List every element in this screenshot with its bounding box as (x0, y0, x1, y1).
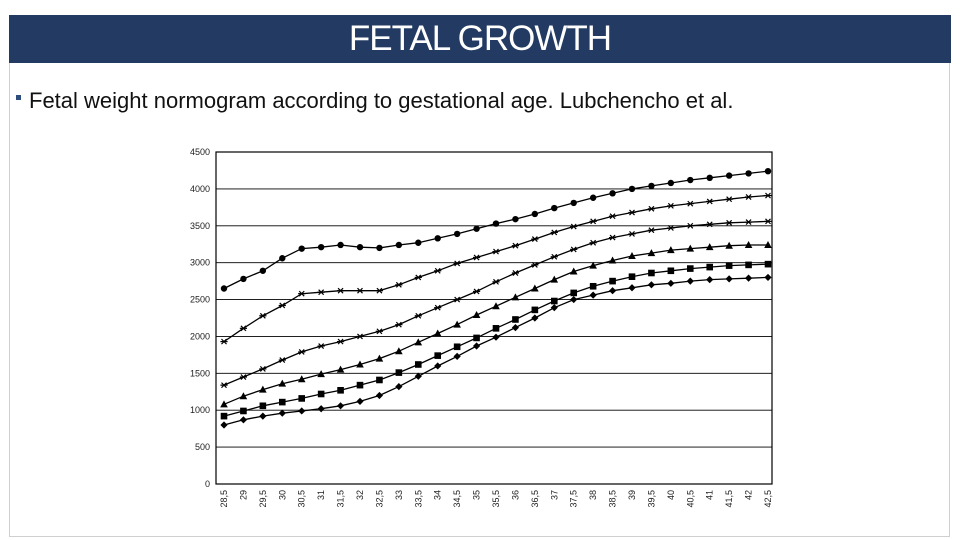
data-point (764, 274, 771, 281)
y-tick-label: 1000 (189, 405, 210, 416)
series-layer (220, 168, 772, 429)
data-point (415, 313, 422, 318)
x-tick-label: 40,5 (685, 490, 696, 508)
data-point (279, 399, 286, 406)
data-point (648, 281, 655, 288)
data-point (453, 321, 461, 328)
data-point (415, 361, 422, 368)
x-tick-label: 37 (549, 490, 560, 501)
data-point (493, 220, 499, 226)
data-point (396, 242, 402, 248)
bullet-text: Fetal weight normogram according to gestational age. Lubchencho et al. (29, 88, 734, 113)
data-point (473, 226, 479, 232)
data-point (492, 249, 499, 254)
x-tick-label: 41,5 (724, 490, 735, 508)
data-point (473, 342, 480, 349)
data-point (240, 276, 246, 282)
data-point (531, 314, 538, 321)
data-point (570, 290, 577, 297)
data-point (570, 247, 577, 252)
x-tick-label: 31,5 (335, 490, 346, 508)
y-tick-label: 3500 (189, 220, 210, 231)
data-point (551, 205, 557, 211)
data-point (551, 298, 558, 305)
data-point (628, 210, 635, 215)
data-point (668, 180, 674, 186)
data-point (240, 375, 247, 380)
data-point (454, 261, 461, 266)
data-point (532, 307, 539, 314)
x-tick-label: 29 (238, 490, 249, 501)
data-point (279, 303, 286, 308)
data-point (337, 339, 344, 344)
data-point (628, 284, 635, 291)
data-point (220, 339, 227, 344)
data-point (434, 305, 441, 310)
y-tick-label: 0 (204, 479, 210, 489)
data-point (220, 383, 227, 388)
data-point (765, 261, 772, 268)
data-point (395, 383, 402, 390)
data-point (473, 311, 481, 318)
data-point (492, 279, 499, 284)
data-point (259, 366, 266, 371)
data-point (298, 349, 305, 354)
data-point (745, 275, 752, 282)
data-point (493, 325, 500, 332)
data-point (376, 392, 383, 399)
data-point (279, 358, 286, 363)
data-point (454, 343, 461, 350)
data-point (668, 267, 675, 274)
data-point (395, 322, 402, 327)
data-point (279, 255, 285, 261)
data-point (512, 324, 519, 331)
axis-layer (190, 147, 773, 508)
data-point (357, 244, 363, 250)
data-point (298, 407, 305, 414)
data-point (395, 282, 402, 287)
x-tick-label: 38 (588, 490, 599, 501)
data-point (745, 262, 752, 269)
data-point (687, 201, 694, 206)
data-point (726, 197, 733, 202)
data-point (726, 220, 733, 225)
x-tick-label: 30,5 (296, 490, 307, 508)
x-tick-label: 34,5 (452, 490, 463, 508)
data-point (687, 278, 694, 285)
data-point (337, 242, 343, 248)
data-point (609, 214, 616, 219)
data-point (570, 224, 577, 229)
data-point (590, 240, 597, 245)
x-tick-label: 32,5 (374, 490, 385, 508)
data-point (298, 395, 305, 402)
data-point (629, 273, 636, 280)
data-point (726, 275, 733, 282)
data-point (512, 316, 519, 323)
x-tick-label: 33,5 (413, 490, 424, 508)
data-point (706, 276, 713, 283)
data-point (473, 255, 480, 260)
data-point (220, 421, 227, 428)
y-tick-label: 500 (194, 442, 210, 453)
data-point (318, 244, 324, 250)
data-point (435, 235, 441, 241)
data-point (337, 402, 344, 409)
data-point (337, 387, 344, 394)
title-bar (9, 15, 951, 63)
data-point (687, 177, 693, 183)
data-point (667, 203, 674, 208)
data-point (629, 186, 635, 192)
data-point (337, 288, 344, 293)
data-point (551, 254, 558, 259)
data-point (356, 398, 363, 405)
data-point (299, 245, 305, 251)
x-tick-label: 30 (277, 490, 288, 501)
data-point (609, 287, 616, 294)
data-point (590, 292, 597, 299)
data-point (492, 334, 499, 341)
data-point (414, 338, 422, 345)
x-tick-label: 41 (704, 490, 715, 501)
y-tick-label: 1500 (189, 368, 210, 379)
data-point (648, 228, 655, 233)
data-point (356, 288, 363, 293)
x-tick-label: 39,5 (646, 490, 657, 508)
data-point (648, 183, 654, 189)
x-tick-label: 36,5 (529, 490, 540, 508)
data-point (473, 289, 480, 294)
data-point (609, 190, 615, 196)
data-point (512, 293, 520, 300)
data-point (726, 262, 733, 269)
data-point (648, 206, 655, 211)
x-tick-label: 35 (471, 490, 482, 501)
data-point (396, 369, 403, 376)
y-tick-label: 4500 (189, 147, 210, 157)
data-point (570, 296, 577, 303)
data-point (376, 377, 383, 384)
data-point (415, 275, 422, 280)
data-point (259, 313, 266, 318)
data-point (609, 278, 616, 285)
data-point (764, 219, 771, 224)
data-point (609, 235, 616, 240)
data-point (667, 280, 674, 287)
x-tick-label: 28,5 (219, 490, 229, 508)
data-point (532, 211, 538, 217)
data-point (434, 362, 441, 369)
data-point (707, 175, 713, 181)
data-point (628, 231, 635, 236)
y-tick-label: 2000 (189, 331, 210, 342)
data-point (454, 353, 461, 360)
data-point (590, 283, 597, 290)
x-tick-label: 34 (432, 490, 443, 501)
data-point (434, 352, 441, 359)
data-point (687, 223, 694, 228)
x-tick-label: 33 (393, 490, 404, 501)
data-point (240, 326, 247, 331)
fetal-weight-chart (168, 140, 788, 530)
data-point (473, 335, 480, 342)
data-point (240, 408, 247, 415)
bullet-square-icon (16, 95, 21, 100)
data-point (706, 264, 713, 271)
data-point (726, 172, 732, 178)
x-tick-label: 39 (627, 490, 637, 501)
data-point (512, 216, 518, 222)
series-1 (221, 168, 771, 292)
data-point (765, 168, 771, 174)
data-point (492, 302, 500, 309)
data-point (745, 170, 751, 176)
data-point (434, 329, 442, 336)
data-point (764, 193, 771, 198)
data-point (376, 288, 383, 293)
x-tick-label: 42 (743, 490, 754, 501)
x-tick-label: 40 (665, 490, 676, 501)
y-tick-label: 3000 (189, 257, 210, 268)
data-point (745, 220, 752, 225)
data-point (260, 402, 267, 409)
data-point (512, 270, 519, 275)
data-point (551, 230, 558, 235)
data-point (259, 413, 266, 420)
data-point (357, 382, 364, 389)
data-point (590, 219, 597, 224)
x-tick-label: 31 (316, 490, 327, 501)
data-point (590, 195, 596, 201)
data-point (434, 268, 441, 273)
data-point (745, 194, 752, 199)
data-point (551, 304, 558, 311)
data-point (687, 265, 694, 272)
data-point (318, 391, 325, 398)
data-point (454, 231, 460, 237)
x-tick-label: 36 (510, 490, 521, 501)
data-point (318, 344, 325, 349)
data-point (706, 199, 713, 204)
x-tick-label: 37,5 (568, 490, 579, 508)
data-point (415, 240, 421, 246)
data-point (531, 237, 538, 242)
y-tick-label: 2500 (189, 294, 210, 305)
data-point (298, 291, 305, 296)
data-point (221, 285, 227, 291)
data-point (356, 334, 363, 339)
x-tick-label: 38,5 (607, 490, 618, 508)
x-tick-label: 42,5 (763, 490, 773, 508)
data-point (318, 290, 325, 295)
data-point (512, 243, 519, 248)
data-point (260, 268, 266, 274)
data-point (318, 405, 325, 412)
data-point (454, 297, 461, 302)
x-tick-label: 35,5 (491, 490, 501, 508)
data-point (376, 245, 382, 251)
x-tick-label: 29,5 (257, 490, 268, 508)
data-point (648, 270, 655, 277)
bullet-item (16, 88, 733, 114)
slide-title: FETAL GROWTH (348, 19, 612, 58)
data-point (376, 329, 383, 334)
data-point (221, 413, 228, 420)
x-tick-label: 32 (355, 490, 365, 501)
data-point (571, 200, 577, 206)
y-tick-label: 4000 (189, 183, 210, 194)
data-point (240, 416, 247, 423)
